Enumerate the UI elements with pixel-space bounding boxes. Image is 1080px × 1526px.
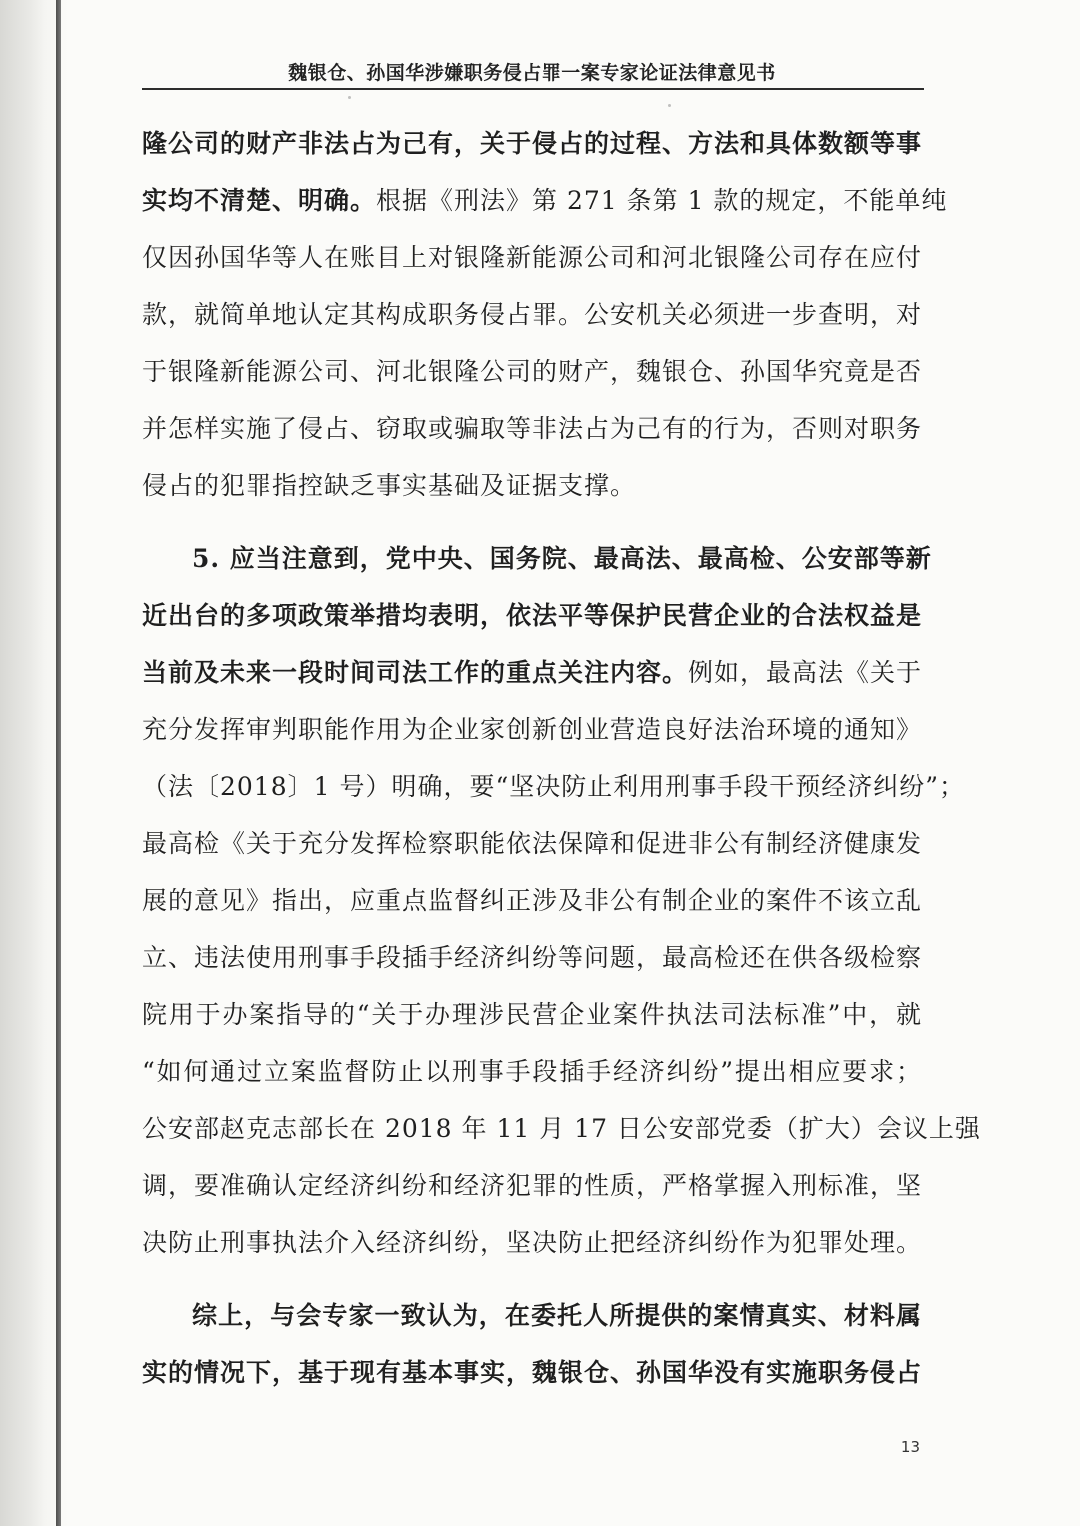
paragraph-gap <box>142 514 922 530</box>
paragraph-2 <box>142 530 981 1271</box>
text-line <box>142 115 922 172</box>
text-run: 立、违法使用刑事手段插手经济纠纷等问题，最高检还在供各级检察 <box>142 943 923 972</box>
text-line <box>142 815 922 872</box>
text-run: 综上，与会专家一致认为，在委托人所提供的案情真实、材料属 <box>192 1301 922 1330</box>
document-body <box>142 115 981 1401</box>
text-run: 公安部赵克志部长在 2018 年 11 月 17 日公安部党委（扩大）会议上强 <box>142 1114 981 1143</box>
scan-speck <box>668 104 671 107</box>
text-line <box>142 872 922 929</box>
document-header-title: 魏银仓、孙国华涉嫌职务侵占罪一案专家论证法律意见书 <box>288 62 776 84</box>
text-line <box>142 644 922 701</box>
paragraph-1 <box>142 115 948 514</box>
header-divider <box>142 88 924 90</box>
text-run: 并怎样实施了侵占、窃取或骗取等非法占为己有的行为，否则对职务 <box>142 414 923 443</box>
text-line <box>142 1100 981 1157</box>
text-line <box>142 701 922 758</box>
text-line <box>142 587 922 644</box>
text-line <box>142 1043 922 1100</box>
text-run: 隆公司的财产非法占为己有，关于侵占的过程、方法和具体数额等事 <box>142 129 923 158</box>
text-line <box>142 530 932 587</box>
text-run: 当前及未来一段时间司法工作的重点关注内容。 <box>142 658 689 687</box>
text-run: 侵占的犯罪指控缺乏事实基础及证据支撑。 <box>142 471 637 500</box>
text-line <box>142 1214 922 1271</box>
text-line <box>142 229 922 286</box>
page-number: 13 <box>900 1438 920 1456</box>
text-line <box>142 286 922 343</box>
text-run: 实的情况下，基于现有基本事实，魏银仓、孙国华没有实施职务侵占 <box>142 1358 923 1387</box>
text-run: （法〔2018〕1 号）明确，要“坚决防止利用刑事手段干预经济纠纷”； <box>142 772 966 801</box>
text-run: 款，就简单地认定其构成职务侵占罪。公安机关必须进一步查明，对 <box>142 300 923 329</box>
text-run: 最高检《关于充分发挥检察职能依法保障和促进非公有制经济健康发 <box>142 829 923 858</box>
text-run: 仅因孙国华等人在账目上对银隆新能源公司和河北银隆公司存在应付 <box>142 243 923 272</box>
text-run: 充分发挥审判职能作用为企业家创新创业营造良好法治环境的通知》 <box>142 715 923 744</box>
text-line <box>142 343 922 400</box>
text-line <box>142 400 922 457</box>
text-run: 根据《刑法》第 271 条第 1 款的规定，不能单纯 <box>376 186 948 215</box>
text-run: 展的意见》指出，应重点监督纠正涉及非公有制企业的案件不该立乱 <box>142 886 923 915</box>
text-line <box>142 758 966 815</box>
text-run: 决防止刑事执法介入经济纠纷，坚决防止把经济纠纷作为犯罪处理。 <box>142 1228 923 1257</box>
text-line <box>142 1344 922 1401</box>
text-run: 院用于办案指导的“关于办理涉民营企业案件执法司法标准”中，就 <box>142 1000 922 1029</box>
text-line <box>142 1157 922 1214</box>
scan-speck <box>348 96 351 99</box>
text-run: 例如，最高法《关于 <box>688 658 923 687</box>
text-line <box>142 1287 922 1344</box>
text-run: 实均不清楚、明确。 <box>142 186 377 215</box>
text-line <box>142 172 948 229</box>
paragraph-gap <box>142 1271 922 1287</box>
text-run: 于银隆新能源公司、河北银隆公司的财产，魏银仓、孙国华究竟是否 <box>142 357 923 386</box>
scan-binding-line <box>56 0 61 1526</box>
text-line <box>142 929 922 986</box>
text-line <box>142 986 922 1043</box>
text-line <box>142 457 922 514</box>
paragraph-3 <box>142 1287 922 1401</box>
text-run: “如何通过立案监督防止以刑事手段插手经济纠纷”提出相应要求； <box>142 1057 922 1086</box>
text-run: 5. 应当注意到，党中央、国务院、最高法、最高检、公安部等新 <box>192 544 932 573</box>
text-run: 近出台的多项政策举措均表明，依法平等保护民营企业的合法权益是 <box>142 601 923 630</box>
text-run: 调，要准确认定经济纠纷和经济犯罪的性质，严格掌握入刑标准，坚 <box>142 1171 923 1200</box>
